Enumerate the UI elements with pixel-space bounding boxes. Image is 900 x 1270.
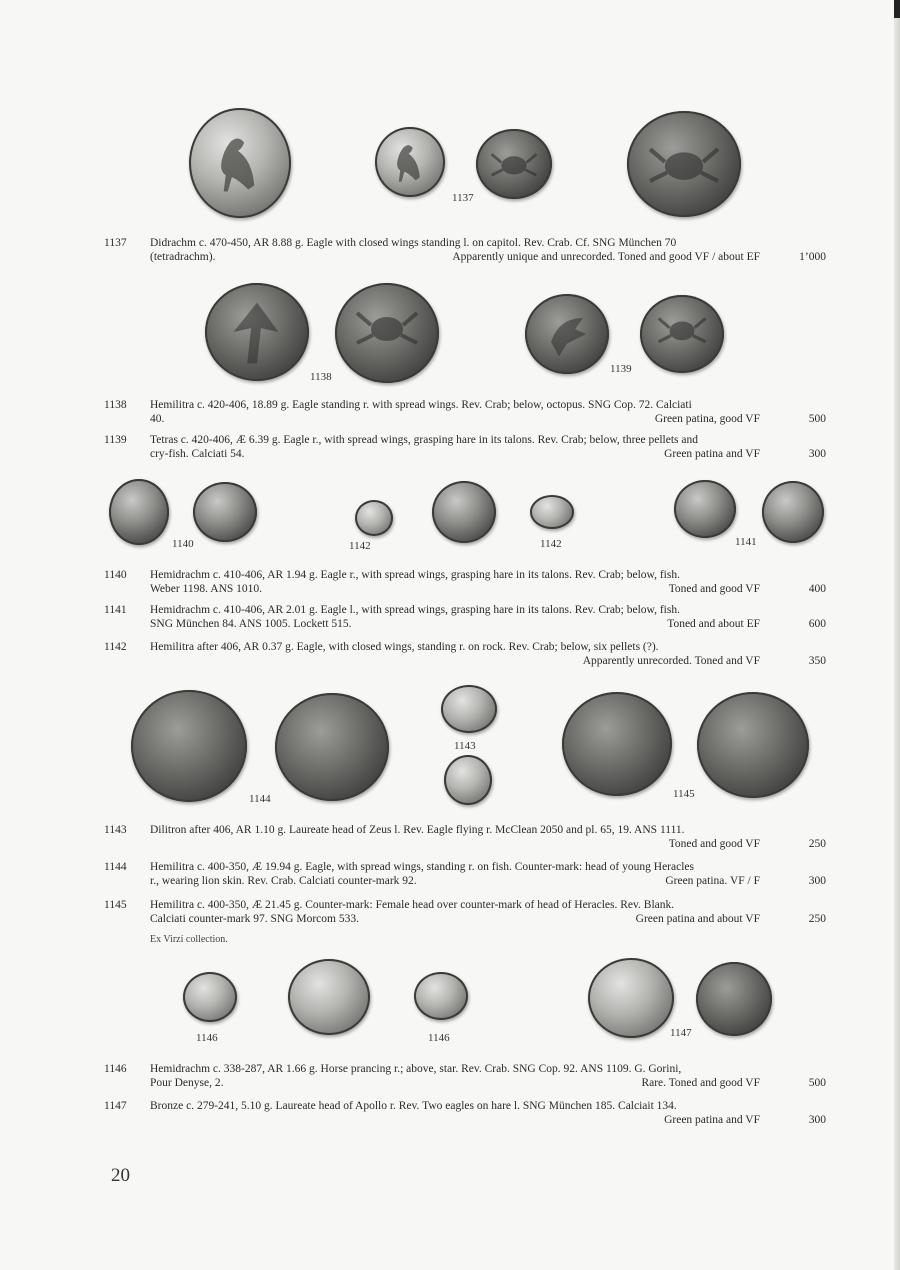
edge-mark	[894, 0, 900, 18]
lot-number: 1137	[104, 237, 127, 249]
lot-estimate: 1’000	[799, 251, 826, 263]
lot-description: Dilitron after 406, AR 1.10 g. Laureate head of Zeus l. Rev. Eagle flying r. McClean 2050 and pl. 65, 19. ANS 1111.	[150, 824, 685, 836]
lot-number: 1146	[104, 1063, 127, 1075]
lot-description: Hemilitra c. 400-350, Æ 19.94 g. Eagle, with spread wings, standing r. on fish. Counter-mark: head of young Heracles	[150, 861, 694, 873]
plate-label-1138: 1138	[310, 371, 332, 383]
lot-description-cont	[150, 654, 380, 668]
plate-label-1139: 1139	[610, 363, 632, 375]
lot-description: Bronze c. 279-241, 5.10 g. Laureate head of Apollo r. Rev. Two eagles on hare l. SNG München 185. Calciait 134.	[150, 1100, 677, 1112]
crab-icon	[476, 129, 552, 199]
coin-1140-reverse	[193, 482, 257, 542]
lot-condition: Green patina, good VF	[654, 413, 760, 425]
lot-number: 1145	[104, 899, 127, 911]
coin-1143-reverse-mid	[432, 481, 496, 543]
lot-condition: Green patina and VF	[664, 448, 760, 460]
plate-label-1143: 1143	[454, 740, 476, 752]
lot-estimate: 300	[808, 448, 826, 460]
lot-number: 1141	[104, 604, 127, 616]
lot-description: Hemidrachm c. 338-287, AR 1.66 g. Horse prancing r.; above, star. Rev. Crab. SNG Cop. 92. ANS 1109. G. Gorini,	[150, 1063, 682, 1075]
lot-estimate: 350	[808, 655, 826, 667]
lot-description: Hemidrachm c. 410-406, AR 2.01 g. Eagle l., with spread wings, grasping hare in its talons. Rev. Crab; below, fish.	[150, 604, 680, 616]
coin-1138-reverse	[335, 283, 439, 383]
lot-estimate: 300	[808, 875, 826, 887]
plate-label-1142a: 1142	[349, 540, 371, 552]
coin-1137-obverse	[375, 127, 445, 197]
lot-description-cont: cry-fish. Calciati 54.	[150, 448, 245, 460]
lot-estimate: 400	[808, 583, 826, 595]
lot-description-cont: r., wearing lion skin. Rev. Crab. Calciati counter-mark 92.	[150, 875, 417, 887]
coin-1145-obverse	[562, 692, 672, 796]
lot-description-cont	[150, 1113, 450, 1127]
eagle-icon	[375, 127, 445, 197]
plate-label-1146a: 1146	[196, 1032, 218, 1044]
coin-1137-reverse	[476, 129, 552, 199]
coin-1142-obverse	[355, 500, 393, 536]
coin-1137-obverse-large	[189, 108, 291, 218]
eagle-icon	[205, 283, 309, 381]
lot-condition: Apparently unrecorded. Toned and VF	[582, 655, 760, 667]
lot-description: Didrachm c. 470-450, AR 8.88 g. Eagle with closed wings standing l. on capitol. Rev. Crab. Cf. SNG München 70	[150, 237, 677, 249]
lot-condition: Toned and good VF	[668, 838, 760, 850]
lot-condition: Green patina. VF / F	[665, 875, 760, 887]
plate-label-1147: 1147	[670, 1027, 692, 1039]
lot-description: Hemilitra c. 400-350, Æ 21.45 g. Counter-mark: Female head over counter-mark of head of Heracles. Rev. Blank.	[150, 899, 675, 911]
lot-number: 1138	[104, 399, 127, 411]
coin-1141-obverse	[674, 480, 736, 538]
crab-icon	[335, 283, 439, 383]
coin-1138-obverse	[205, 283, 309, 381]
page-number: 20	[111, 1165, 130, 1186]
coin-1146-obverse-large	[288, 959, 370, 1035]
coin-1143-obverse	[441, 685, 497, 733]
lot-description-cont: SNG München 84. ANS 1005. Lockett 515.	[150, 618, 352, 630]
coin-1139-obverse	[525, 294, 609, 374]
crab-icon	[627, 111, 741, 217]
plate-label-1144: 1144	[249, 793, 271, 805]
lot-estimate: 500	[808, 1077, 826, 1089]
lot-number: 1142	[104, 641, 127, 653]
coin-1147-reverse	[696, 962, 772, 1036]
lot-number: 1139	[104, 434, 127, 446]
lot-condition: Rare. Toned and good VF	[641, 1077, 760, 1089]
coin-1146-obverse	[183, 972, 237, 1022]
plate-label-1141: 1141	[735, 536, 757, 548]
plate-label-1140: 1140	[172, 538, 194, 550]
eagle-icon	[189, 108, 291, 218]
lot-number: 1147	[104, 1100, 127, 1112]
coin-1137-reverse-large	[627, 111, 741, 217]
page-edge	[894, 0, 900, 1270]
lot-description-cont: 40.	[150, 413, 165, 425]
coin-1146-reverse	[414, 972, 468, 1020]
coin-1145-reverse	[697, 692, 809, 798]
lot-description: Hemidrachm c. 410-406, AR 1.94 g. Eagle r., with spread wings, grasping hare in its talons. Rev. Crab; below, fish.	[150, 569, 680, 581]
lot-description: Hemilitra c. 420-406, 18.89 g. Eagle standing r. with spread wings. Rev. Crab; below, octopus. SNG Cop. 72. Calciati	[150, 399, 692, 411]
crab-icon	[640, 295, 724, 373]
lot-condition: Apparently unique and unrecorded. Toned and good VF / about EF	[452, 251, 760, 263]
lot-estimate: 300	[808, 1114, 826, 1126]
provenance-note: Ex Virzí collection.	[150, 934, 228, 945]
lot-number: 1144	[104, 861, 127, 873]
lot-number: 1143	[104, 824, 127, 836]
coin-1141-reverse	[762, 481, 824, 543]
coin-1143-reverse	[444, 755, 492, 805]
plate-label-1137: 1137	[452, 192, 474, 204]
coin-1147-obverse	[588, 958, 674, 1038]
lot-estimate: 250	[808, 838, 826, 850]
lot-estimate: 600	[808, 618, 826, 630]
coin-1144-reverse	[275, 693, 389, 801]
lot-description-cont: Weber 1198. ANS 1010.	[150, 583, 263, 595]
lot-condition: Toned and good VF	[668, 583, 760, 595]
lot-description-cont	[150, 837, 450, 851]
coin-1144-obverse	[131, 690, 247, 802]
eagle-hare-icon	[525, 294, 609, 374]
coin-1140-obverse	[109, 479, 169, 545]
lot-description-cont: Calciati counter-mark 97. SNG Morcom 533.	[150, 913, 359, 925]
coin-1139-reverse	[640, 295, 724, 373]
lot-condition: Green patina and VF	[664, 1114, 760, 1126]
lot-estimate: 500	[808, 413, 826, 425]
plate-label-1145: 1145	[673, 788, 695, 800]
lot-description: Tetras c. 420-406, Æ 6.39 g. Eagle r., with spread wings, grasping hare in its talons. Rev. Crab; below, three pellets and	[150, 434, 698, 446]
lot-condition: Green patina and about VF	[635, 913, 760, 925]
plate-label-1142b: 1142	[540, 538, 562, 550]
coin-1142-reverse	[530, 495, 574, 529]
lot-estimate: 250	[808, 913, 826, 925]
lot-condition: Toned and about EF	[667, 618, 760, 630]
lot-description-cont: Pour Denyse, 2.	[150, 1077, 224, 1089]
lot-description-cont: (tetradrachm).	[150, 251, 216, 263]
plate-label-1146b: 1146	[428, 1032, 450, 1044]
lot-number: 1140	[104, 569, 127, 581]
lot-description: Hemilitra after 406, AR 0.37 g. Eagle, with closed wings, standing r. on rock. Rev. Crab; below, six pellets (?).	[150, 641, 659, 653]
